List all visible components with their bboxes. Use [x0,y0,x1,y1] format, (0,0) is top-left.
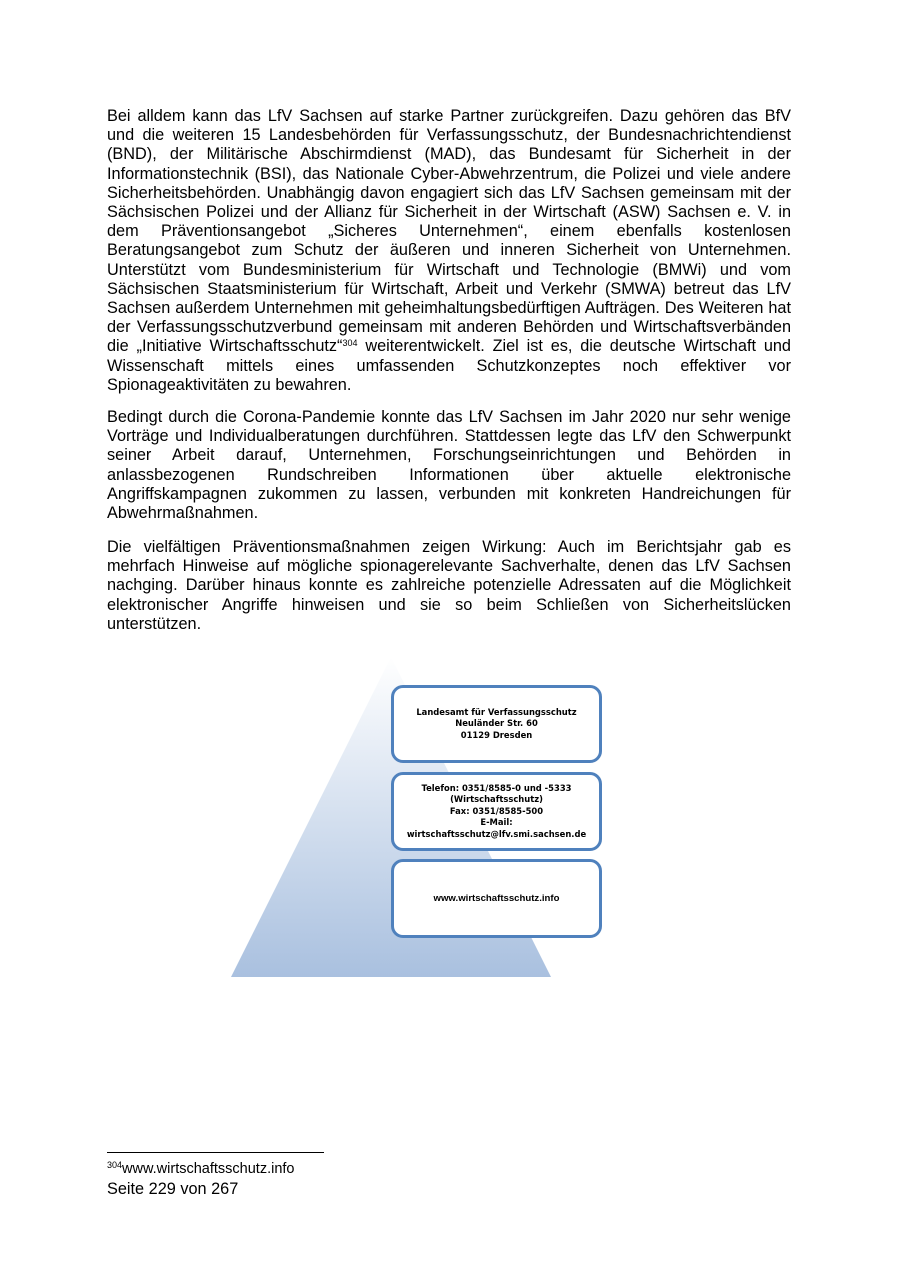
contact-line: E-Mail: [480,817,513,828]
footnote-separator [107,1152,324,1153]
contact-line: (Wirtschaftsschutz) [450,794,543,805]
contact-box [391,772,602,851]
footnote-reference[interactable]: 304 [342,338,358,349]
footnote-link[interactable]: www.wirtschaftsschutz.info [122,1161,295,1177]
footnote [107,1160,294,1178]
paragraph-partners-text: Bei alldem kann das LfV Sachsen auf starke Partner zurückgreifen. Dazu gehören das BfV und die weiteren 15 Landesbehörden für Verfassungsschutz, der Bundesnachrichtendienst (BND), der Militärische Abschirmdienst (MAD), das Bundesamt für Sicherheit in der Informationstechnik (BSI), das Nationale Cyber-Abwehrzentrum, die Polizei und viele andere Sicherheitsbehörden. Unabhängig davon engagiert sich das LfV Sachsen gemeinsam mit der Sächsischen Polizei und der Allianz für Sicherheit in der Wirtschaft (ASW) Sachsen e. V. in dem Präventionsangebot „Sicheres Unternehmen“, einem ebenfalls kostenlosen Beratungsangebot zum Schutz der äußeren und inneren Sicherheit von Unternehmen. Unterstützt vom Bundesministerium für Wirtschaft und Technologie (BMWi) und vom Sächsischen Staatsministerium für Wirtschaft, Arbeit und Verkehr (SMWA) betreut das LfV Sachsen außerdem Unternehmen mit geheimhaltungsbedürftigen Aufträgen. Des Weiteren hat der Verfassungsschutzverbund gemeinsam mit anderen Behörden und Wirtschaftsverbänden die „Initiative Wirtschaftsschutz“ [107,107,791,356]
page-number: Seite 229 von 267 [107,1180,239,1198]
email-address[interactable]: wirtschaftsschutz@lfv.smi.sachsen.de [406,828,587,839]
paragraph-corona: Bedingt durch die Corona-Pandemie konnte das LfV Sachsen im Jahr 2020 nur sehr wenige Vorträge und Individualberatungen durchführen. Stattdessen legte das LfV den Schwerpunkt seiner Arbeit darauf, Unternehmen, Forschungseinrichtungen und Behörden in anlassbezogenen Rundschreiben Informationen über aktuelle elektronische Angriffskampagnen zukommen zu lassen, verbunden mit konkreten Handreichungen für Abwehrmaßnahmen. [107,408,791,523]
paragraph-partners-text-cont: weiterentwickelt. Ziel ist es, die deutsche Wirtschaft und Wissenschaft mittels eines umfassenden Schutzkonzeptes noch effektiver vor Spionageaktivitäten zu bewahren. [107,337,791,394]
address-line: Neuländer Str. 60 [455,718,538,729]
footnote-number: 304 [107,1160,123,1170]
website-box [391,859,602,938]
contact-line: Fax: 0351/8585-500 [449,805,544,816]
address-line: Landesamt für Verfassungsschutz [416,706,577,717]
address-box [391,685,602,763]
website-link[interactable]: www.wirtschaftsschutz.info [433,892,560,904]
address-line: 01129 Dresden [460,729,533,740]
contact-line: Telefon: 0351/8585-0 und -5333 [421,782,572,793]
paragraph-prevention-effect: Die vielfältigen Präventionsmaßnahmen zeigen Wirkung: Auch im Berichtsjahr gab es mehrfach Hinweise auf mögliche spionagerelevante Sachverhalte, denen das LfV Sachsen nachging. Darüber hinaus konnte es zahlreiche potenzielle Adressaten auf die Möglichkeit elektronischer Angriffe hinweisen und sie so beim Schließen von Sicherheitslücken unterstützen. [107,538,791,633]
